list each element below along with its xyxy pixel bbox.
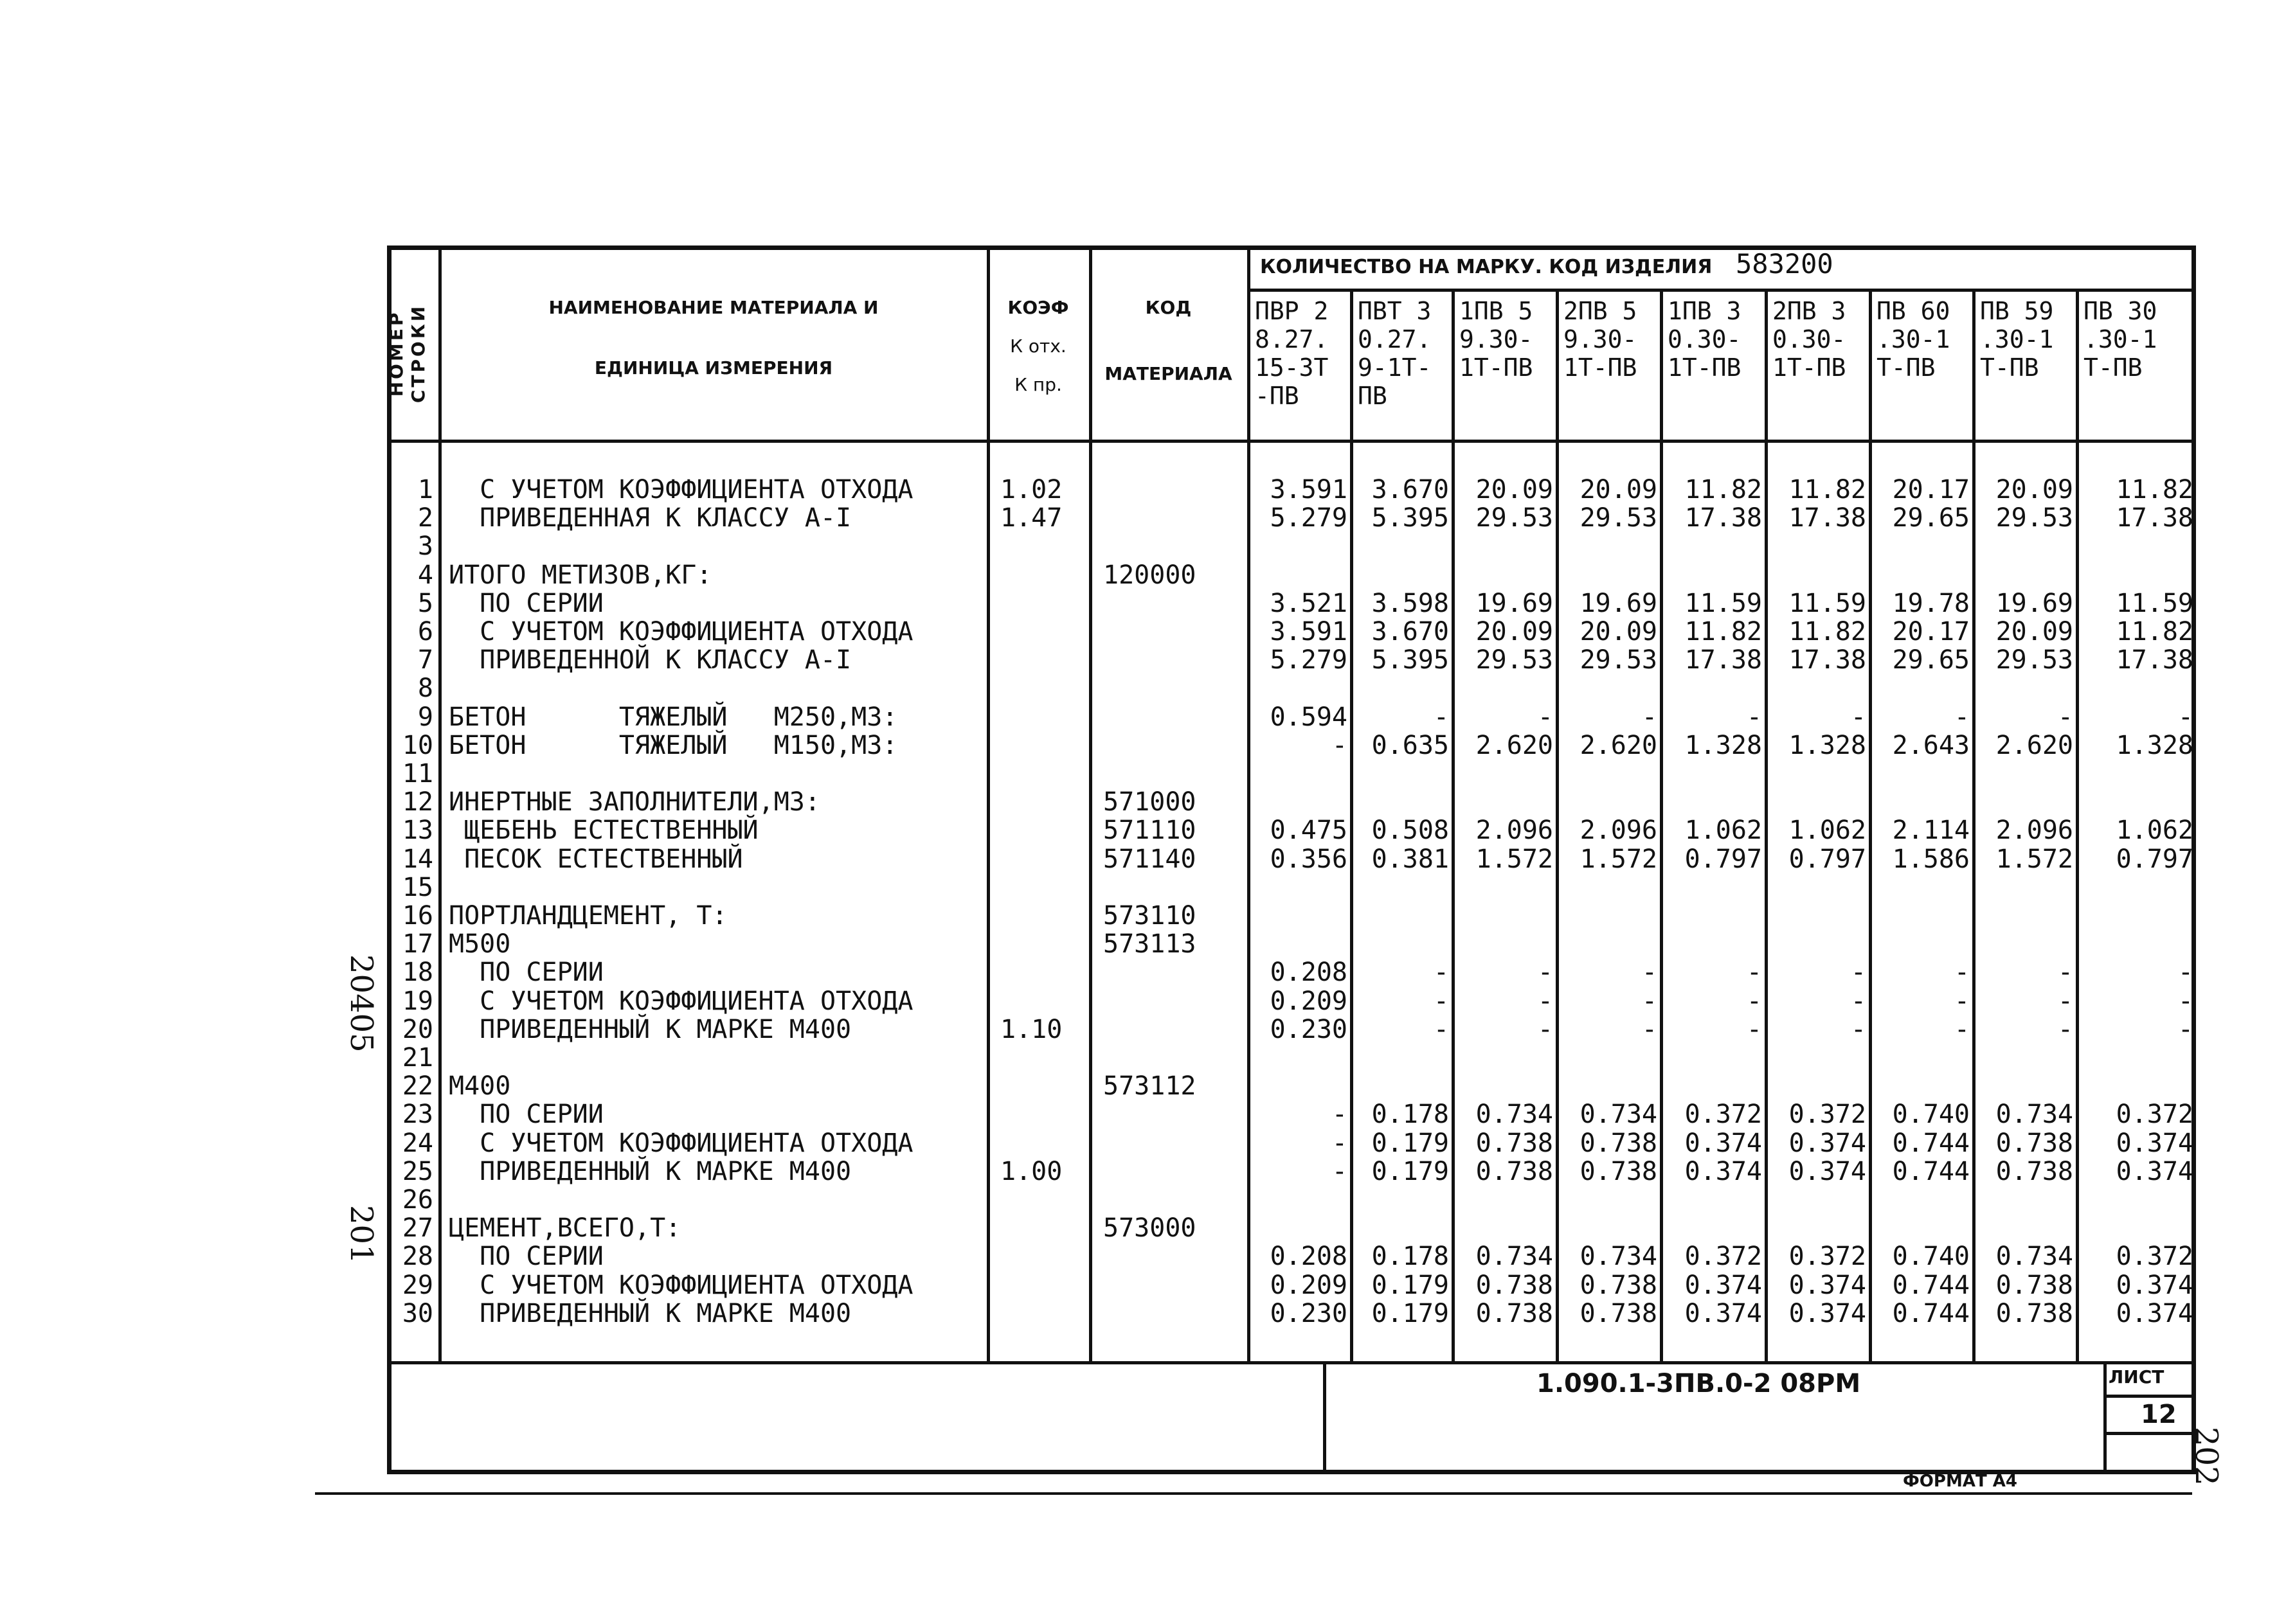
material-code: 571110 [1103,816,1196,846]
quantity-value: - [1331,1100,1347,1130]
quantity-value: 1.328 [1684,730,1762,760]
quantity-value: 0.734 [1580,1242,1657,1272]
quantity-value: 0.372 [1788,1242,1866,1272]
product-column-header-line: ПВ 60 [1877,297,1950,325]
sheet-number: 12 [2141,1400,2177,1429]
product-column-header [1668,297,1741,382]
quantity-value: - [1433,958,1449,988]
row-number: 16 [402,901,433,931]
quantity-value: 0.374 [1684,1270,1762,1300]
quantity-value: 2.643 [1892,730,1970,760]
coef-value: 1.47 [1000,503,1063,533]
sheet-sep [2103,1361,2107,1474]
quantity-value: 29.65 [1892,645,1970,675]
quantity-value: 0.738 [1995,1298,2073,1328]
material-name: ПО СЕРИИ [449,588,604,618]
product-column-header-line: 1ПВ 3 [1668,297,1742,325]
row-number: 11 [402,759,433,789]
product-column-header-line: .30-1 [1980,325,2054,353]
material-code: 573110 [1103,901,1196,931]
product-column-header-line: 0.30- [1668,325,1742,353]
row-number: 26 [402,1185,433,1215]
quantity-value: 0.738 [1580,1270,1657,1300]
quantity-value: 0.372 [2116,1242,2193,1272]
material-name: ПРИВЕДЕННЫЙ К МАРКЕ М400 [449,1156,852,1186]
quantity-value: 0.208 [1270,1242,1347,1272]
footer-line [387,1361,2196,1364]
quantity-value: 5.395 [1371,503,1449,533]
row-number: 27 [402,1213,433,1244]
material-name: С УЧЕТОМ КОЭФФИЦИЕНТА ОТХОДА [449,986,914,1016]
product-column-header-line: .30-1 [1877,325,1950,353]
quantity-value: 2.096 [1475,816,1553,846]
quantity-value: 0.230 [1270,1298,1347,1328]
material-code: 573113 [1103,929,1196,959]
quantity-value: 5.279 [1270,503,1347,533]
quantity-value: 29.53 [1995,645,2073,675]
row-number: 4 [417,560,433,590]
row-number: 3 [417,531,433,562]
quantity-value: 0.594 [1270,702,1347,732]
row-number: 14 [402,844,433,874]
product-column-header-line: ПВТ 3 [1358,297,1432,325]
row-number: 30 [402,1298,433,1328]
quantity-value: 0.738 [1580,1128,1657,1158]
quantity-value: - [1850,986,1866,1016]
quantity-value: 0.734 [1995,1242,2073,1272]
material-name: ЩЕБЕНЬ ЕСТЕСТВЕННЫЙ [449,816,759,846]
quantity-value: 17.38 [1684,503,1762,533]
quantity-value: 20.17 [1892,617,1970,647]
row-number: 12 [402,787,433,817]
quantity-value: - [2057,958,2073,988]
quantity-value: 0.374 [1788,1270,1866,1300]
margin-note-right: 202 [2188,1427,2224,1486]
quantity-value: 29.53 [1475,503,1553,533]
material-name: М400 [449,1071,511,1102]
quantity-header: КОЛИЧЕСТВО НА МАРКУ. КОД ИЗДЕЛИЯ [1260,256,1713,278]
product-column-header [1563,297,1637,382]
material-header-line2: ЕДИНИЦА ИЗМЕРЕНИЯ [594,357,833,379]
margin-note-left-top: 20405 [343,954,379,1053]
material-name: ПРИВЕДЕННЫЙ К МАРКЕ М400 [449,1014,852,1044]
product-column-header-line: 15-3Т [1255,353,1329,382]
quantity-value: 0.179 [1371,1128,1449,1158]
quantity-value: - [1537,986,1553,1016]
row-number: 9 [417,702,433,732]
quantity-value: 3.670 [1371,475,1449,504]
material-name: БЕТОН ТЯЖЕЛЫЙ М250,М3: [449,702,898,732]
quantity-value: 17.38 [1684,645,1762,675]
product-column-header [1255,297,1328,410]
quantity-value: 2.114 [1892,816,1970,846]
quantity-value: 11.59 [1788,588,1866,618]
material-name: С УЧЕТОМ КОЭФФИЦИЕНТА ОТХОДА [449,1128,914,1158]
quantity-value: - [2177,1014,2193,1044]
quantity-value: 29.53 [1580,645,1657,675]
row-number: 19 [402,986,433,1016]
quantity-value: 17.38 [1788,503,1866,533]
coef-header-line3: К пр. [1014,374,1062,395]
col-sep-name [987,245,990,1364]
product-column-header-line: ПВ 30 [2084,297,2157,325]
quantity-value: 0.797 [2116,844,2193,874]
quantity-value: 0.374 [2116,1156,2193,1186]
product-column-header-line: ПВ [1358,382,1387,410]
quantity-value: 0.738 [1995,1128,2073,1158]
quantity-value: 0.208 [1270,958,1347,988]
quantity-value: 3.670 [1371,617,1449,647]
product-column-header-line: .30-1 [2084,325,2157,353]
row-number: 1 [417,475,433,504]
quantity-value: 1.572 [1580,844,1657,874]
quantity-value: 0.744 [1892,1128,1970,1158]
quantity-value: - [2057,702,2073,732]
sheet-label-line [2103,1395,2196,1398]
coef-header-line1: КОЭФ [1007,297,1069,318]
quantity-value: - [1954,702,1970,732]
product-column-header-line: 0.27. [1358,325,1432,353]
quantity-value: 0.230 [1270,1014,1347,1044]
quantity-value: 19.69 [1475,588,1553,618]
material-name: ИТОГО МЕТИЗОВ,КГ: [449,560,712,590]
product-column-header-line: 2ПВ 3 [1772,297,1846,325]
row-number: 28 [402,1242,433,1272]
material-name: ПРИВЕДЕННОЙ К КЛАССУ А-I [449,645,852,675]
quantity-value: 0.797 [1684,844,1762,874]
product-column-header [2084,297,2157,382]
product-column-header [1980,297,2053,382]
quantity-value: 20.09 [1475,617,1553,647]
material-header-line1: НАИМЕНОВАНИЕ МАТЕРИАЛА И [548,297,879,318]
quantity-value: 0.738 [1995,1270,2073,1300]
quantity-value: - [1331,1128,1347,1158]
quantity-value: 0.374 [2116,1128,2193,1158]
product-column-header [1459,297,1533,382]
quantity-value: 0.738 [1580,1156,1657,1186]
quantity-value: - [1746,702,1762,732]
quantity-value: 0.738 [1475,1270,1553,1300]
quantity-value: 0.209 [1270,1270,1347,1300]
quantity-value: 0.744 [1892,1270,1970,1300]
quantity-value: 0.179 [1371,1270,1449,1300]
material-name: С УЧЕТОМ КОЭФФИЦИЕНТА ОТХОДА [449,475,914,504]
quantity-value: 5.395 [1371,645,1449,675]
quantity-value: 29.53 [1995,503,2073,533]
row-number: 25 [402,1156,433,1186]
material-name: ИНЕРТНЫЕ ЗАПОЛНИТЕЛИ,М3: [449,787,820,817]
code-header-line1: КОД [1145,297,1192,318]
product-column-header-line: 1ПВ 5 [1459,297,1533,325]
row-number-header: НОМЕР СТРОКИ [386,303,429,404]
quantity-value: 0.372 [1684,1242,1762,1272]
row-number: 23 [402,1100,433,1130]
quantity-value: 0.372 [1788,1100,1866,1130]
quantity-value: 17.38 [2116,503,2193,533]
row-number: 10 [402,730,433,760]
quantity-value: 29.65 [1892,503,1970,533]
material-name: ПОРТЛАНДЦЕМЕНТ, Т: [449,901,728,931]
quantity-value: - [1537,1014,1553,1044]
quantity-value: 20.09 [1995,617,2073,647]
material-name: ПРИВЕДЕННЫЙ К МАРКЕ М400 [449,1298,852,1328]
material-code: 573112 [1103,1071,1196,1102]
material-name: ПО СЕРИИ [449,1100,604,1130]
product-column-header-line: Т-ПВ [2084,353,2143,382]
quantity-value: 0.372 [2116,1100,2193,1130]
quantity-value: 0.475 [1270,816,1347,846]
quantity-value: - [1641,986,1657,1016]
quantity-value: 3.591 [1270,617,1347,647]
quantity-value: 17.38 [1788,645,1866,675]
quantity-value: 20.09 [1580,617,1657,647]
quantity-value: 0.374 [1684,1128,1762,1158]
quantity-value: 2.096 [1995,816,2073,846]
material-name: М500 [449,929,511,959]
quantity-value: 0.374 [1684,1298,1762,1328]
quantity-value: - [2177,702,2193,732]
quantity-value: 0.744 [1892,1156,1970,1186]
coef-value: 1.10 [1000,1014,1063,1044]
row-number: 18 [402,958,433,988]
quantity-value: 0.356 [1270,844,1347,874]
quantity-value: 3.521 [1270,588,1347,618]
quantity-value: 0.740 [1892,1100,1970,1130]
product-column-header [1877,297,1950,382]
coef-value: 1.02 [1000,475,1063,504]
material-code: 120000 [1103,560,1196,590]
row-number: 7 [417,645,433,675]
quantity-value: 2.620 [1580,730,1657,760]
quantity-value: 1.586 [1892,844,1970,874]
material-name: ПО СЕРИИ [449,1242,604,1272]
quantity-value: 20.09 [1995,475,2073,504]
quantity-value: 0.179 [1371,1156,1449,1186]
quantity-value: - [1641,1014,1657,1044]
product-column-header-line: 8.27. [1255,325,1329,353]
quantity-value: - [1954,986,1970,1016]
quantity-value: 2.096 [1580,816,1657,846]
product-column-header-line: Т-ПВ [1980,353,2039,382]
quantity-value: 29.53 [1475,645,1553,675]
product-column-header-line: Т-ПВ [1877,353,1936,382]
product-column-header-line: 0.30- [1772,325,1846,353]
quantity-value: 20.09 [1580,475,1657,504]
quantity-value: 0.738 [1475,1128,1553,1158]
product-column-header-line: 9-1Т- [1358,353,1432,382]
quantity-value: 0.635 [1371,730,1449,760]
code-header-line2: МАТЕРИАЛА [1104,363,1232,384]
quantity-value: - [1641,958,1657,988]
quantity-value: 19.69 [1995,588,2073,618]
quantity-value: 0.374 [1788,1298,1866,1328]
quantity-value: - [1746,958,1762,988]
product-column-header-line: 1Т-ПВ [1772,353,1846,382]
quantity-value: 1.062 [1788,816,1866,846]
quantity-value: 11.82 [1788,475,1866,504]
quantity-value: 1.572 [1475,844,1553,874]
quantity-value: 1.572 [1995,844,2073,874]
material-code: 573000 [1103,1213,1196,1244]
margin-note-left-bottom: 201 [343,1205,379,1264]
row-number: 15 [402,872,433,902]
quantity-value: - [1746,986,1762,1016]
col-sep-rownum [438,245,442,1364]
quantity-value: 0.372 [1684,1100,1762,1130]
quantity-value: 0.374 [2116,1270,2193,1300]
quantity-value: 20.09 [1475,475,1553,504]
row-number: 5 [417,588,433,618]
quantity-value: - [1746,1014,1762,1044]
quantity-value: - [1850,1014,1866,1044]
quantity-value: 20.17 [1892,475,1970,504]
row-number: 20 [402,1014,433,1044]
format-label: ФОРМАТ А4 [1903,1472,2017,1491]
row-number: 17 [402,929,433,959]
quantity-value: - [1954,958,1970,988]
quantity-value: - [1641,702,1657,732]
quantity-value: - [2057,986,2073,1016]
quantity-value: 0.178 [1371,1242,1449,1272]
quantity-value: 0.734 [1475,1242,1553,1272]
product-code: 583200 [1736,248,1833,280]
product-col-sep [2076,289,2079,1361]
product-column-header-line: 9.30- [1459,325,1533,353]
quantity-value: - [1954,1014,1970,1044]
quantity-value: 3.598 [1371,588,1449,618]
product-column-header-line: ПВ 59 [1980,297,2054,325]
quantity-value: 0.381 [1371,844,1449,874]
coef-value: 1.00 [1000,1156,1063,1186]
quantity-value: - [1850,958,1866,988]
quantity-value: 0.797 [1788,844,1866,874]
document-code: 1.090.1-3ПВ.0-2 08РМ [1536,1369,1861,1398]
quantity-value: 0.209 [1270,986,1347,1016]
quantity-value: 3.591 [1270,475,1347,504]
quantity-value: 19.69 [1580,588,1657,618]
quantity-value: - [1433,1014,1449,1044]
quantity-value: 11.59 [1684,588,1762,618]
product-column-header-line: -ПВ [1255,382,1299,410]
quantity-value: 0.744 [1892,1298,1970,1328]
product-column-header-line: 1Т-ПВ [1668,353,1742,382]
page-bottom-rule [315,1492,2192,1495]
sheet-bottom-line [2103,1432,2196,1435]
quantity-value: - [1433,702,1449,732]
product-column-header-line: 1Т-ПВ [1563,353,1637,382]
quantity-value: 1.062 [1684,816,1762,846]
product-column-header [1358,297,1431,410]
quantity-value: 0.508 [1371,816,1449,846]
row-number: 24 [402,1128,433,1158]
quantity-value: - [2177,958,2193,988]
row-number: 6 [417,617,433,647]
stamp-sep [1323,1361,1326,1474]
material-name: ПО СЕРИИ [449,958,604,988]
quantity-value: 1.328 [1788,730,1866,760]
quantity-value: 0.738 [1475,1156,1553,1186]
quantity-value: 0.734 [1580,1100,1657,1130]
quantity-value: - [1850,702,1866,732]
row-number: 22 [402,1071,433,1102]
quantity-value: - [1537,702,1553,732]
material-name: БЕТОН ТЯЖЕЛЫЙ М150,М3: [449,730,898,760]
quantity-value: - [1537,958,1553,988]
quantity-value: 0.374 [1684,1156,1762,1186]
quantity-value: 11.82 [2116,617,2193,647]
quantity-value: 0.740 [1892,1242,1970,1272]
row-number: 8 [417,674,433,704]
quantity-value: 0.178 [1371,1100,1449,1130]
quantity-value: 0.374 [1788,1156,1866,1186]
row-number: 21 [402,1043,433,1073]
material-name: ПРИВЕДЕННАЯ К КЛАССУ А-I [449,503,852,533]
quantity-value: 11.82 [1684,617,1762,647]
quantity-value: - [1433,986,1449,1016]
product-column-header-line: 2ПВ 5 [1563,297,1637,325]
material-code: 571000 [1103,787,1196,817]
quantity-value: 2.620 [1475,730,1553,760]
quantity-value: 29.53 [1580,503,1657,533]
material-name: ПЕСОК ЕСТЕСТВЕННЫЙ [449,844,743,874]
quantity-value: 11.82 [2116,475,2193,504]
quantity-value: 0.179 [1371,1298,1449,1328]
product-column-header-line: 1Т-ПВ [1459,353,1533,382]
quantity-value: 0.374 [2116,1298,2193,1328]
quantity-value: 0.738 [1995,1156,2073,1186]
quantity-value: - [1331,730,1347,760]
col-sep-code [1247,245,1250,1364]
quantity-value: 0.734 [1995,1100,2073,1130]
quantity-value: 2.620 [1995,730,2073,760]
quantity-value: 5.279 [1270,645,1347,675]
quantity-value: 0.738 [1580,1298,1657,1328]
row-number: 2 [417,503,433,533]
material-name: ЦЕМЕНТ,ВСЕГО,Т: [449,1213,681,1244]
quantity-value: - [1331,1156,1347,1186]
quantity-value: 1.062 [2116,816,2193,846]
quantity-value: 0.738 [1475,1298,1553,1328]
material-name: С УЧЕТОМ КОЭФФИЦИЕНТА ОТХОДА [449,1270,914,1300]
quantity-value: 19.78 [1892,588,1970,618]
product-column-header-line: ПВР 2 [1255,297,1329,325]
sheet-label: ЛИСТ [2109,1366,2164,1388]
quantity-value: 11.82 [1684,475,1762,504]
quantity-value: - [2177,986,2193,1016]
quantity-value: - [2057,1014,2073,1044]
header-bottom-line [387,440,2196,443]
col-sep-coef [1089,245,1092,1364]
coef-header-line2: К отх. [1010,335,1066,357]
quantity-header-line [1247,289,2196,292]
material-name: С УЧЕТОМ КОЭФФИЦИЕНТА ОТХОДА [449,617,914,647]
quantity-value: 11.59 [2116,588,2193,618]
row-number: 29 [402,1270,433,1300]
product-column-header [1772,297,1846,382]
material-code: 571140 [1103,844,1196,874]
quantity-value: 0.374 [1788,1128,1866,1158]
quantity-value: 17.38 [2116,645,2193,675]
quantity-value: 11.82 [1788,617,1866,647]
quantity-value: 1.328 [2116,730,2193,760]
quantity-value: 0.734 [1475,1100,1553,1130]
product-column-header-line: 9.30- [1563,325,1637,353]
row-number: 13 [402,816,433,846]
